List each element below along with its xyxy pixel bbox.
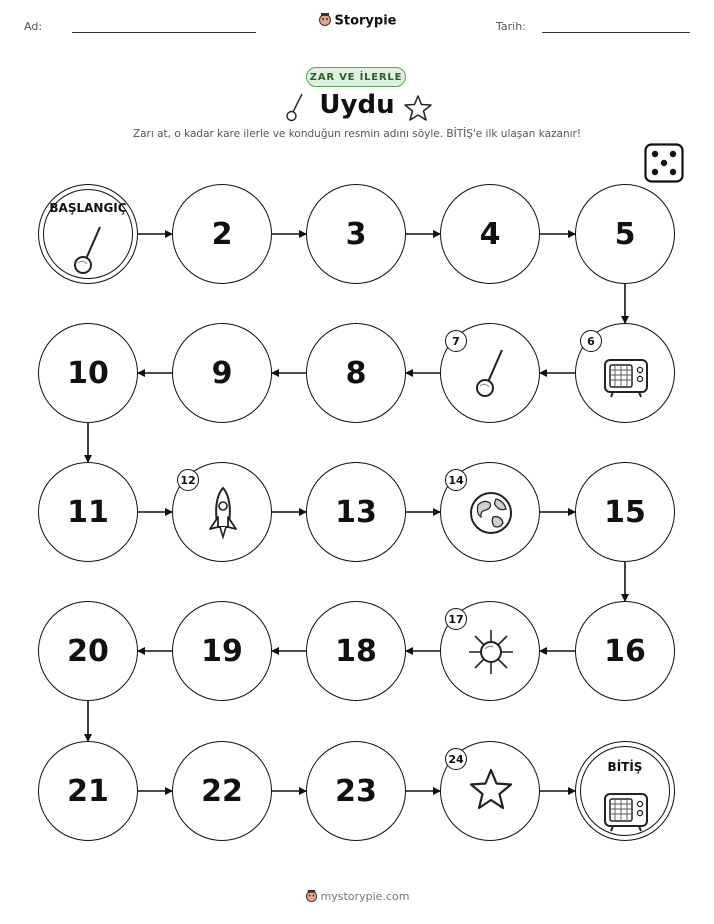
square-number: 10 [67, 355, 109, 391]
date-label: Tarih: [496, 20, 526, 33]
square-number: 18 [335, 633, 377, 669]
square-number-badge: 24 [445, 748, 467, 770]
board-square-9[interactable] [172, 323, 272, 423]
square-number: 22 [201, 773, 243, 809]
footer-site[interactable]: mystorypie.com [320, 890, 410, 903]
square-number: 5 [614, 216, 636, 252]
activity-badge: ZAR VE İLERLE [306, 67, 406, 87]
board-square-16[interactable] [575, 601, 675, 701]
satellite-icon [466, 624, 516, 680]
board-square-22[interactable] [172, 741, 272, 841]
board-square-18[interactable] [306, 601, 406, 701]
square-number: 3 [345, 216, 367, 252]
board-square-10[interactable] [38, 323, 138, 423]
square-number-badge: 14 [445, 469, 467, 491]
board-square-13[interactable] [306, 462, 406, 562]
square-number: 8 [345, 355, 367, 391]
board-square-15[interactable] [575, 462, 675, 562]
star-icon [466, 764, 516, 820]
square-number: 16 [604, 633, 646, 669]
square-number: 9 [211, 355, 233, 391]
storypie-logo-icon [305, 889, 318, 905]
page-title: Uydu [319, 90, 395, 120]
square-number: 2 [211, 216, 233, 252]
board-square-4[interactable] [440, 184, 540, 284]
square-number: 19 [201, 633, 243, 669]
square-number: 15 [604, 494, 646, 530]
footer [0, 889, 714, 905]
lollipop-icon [466, 346, 516, 402]
square-number: 20 [67, 633, 109, 669]
tv-icon [601, 346, 651, 402]
square-number-badge: 12 [177, 469, 199, 491]
square-number: 21 [67, 773, 109, 809]
board-square-5[interactable] [575, 184, 675, 284]
tv-icon [601, 780, 651, 836]
instructions: Zarı at, o kadar kare ilerle ve konduğun resmin adını söyle. BİTİŞ'e ilk ulaşan kazanır! [132, 128, 582, 140]
board-square-21[interactable] [38, 741, 138, 841]
square-number: 13 [335, 494, 377, 530]
rocket-icon [198, 485, 248, 541]
square-number-badge: 6 [580, 330, 602, 352]
square-number: 4 [479, 216, 501, 252]
square-number: 23 [335, 773, 377, 809]
board-square-11[interactable] [38, 462, 138, 562]
board-square-24[interactable] [440, 741, 540, 841]
finish-label: BİTİŞ [607, 760, 643, 774]
board-square-6[interactable] [575, 323, 675, 423]
square-number-badge: 17 [445, 608, 467, 630]
board-square-17[interactable] [440, 601, 540, 701]
finish-square[interactable] [575, 741, 675, 841]
earth-icon [466, 485, 516, 541]
board-square-14[interactable] [440, 462, 540, 562]
board-square-2[interactable] [172, 184, 272, 284]
square-number: 11 [67, 494, 109, 530]
board-square-19[interactable] [172, 601, 272, 701]
start-square[interactable] [38, 184, 138, 284]
lollipop-icon [64, 223, 114, 279]
board-square-7[interactable] [440, 323, 540, 423]
board-square-23[interactable] [306, 741, 406, 841]
board-square-20[interactable] [38, 601, 138, 701]
board-square-8[interactable] [306, 323, 406, 423]
board-square-12[interactable] [172, 462, 272, 562]
brand-name: Storypie [334, 13, 397, 29]
name-label: Ad: [24, 20, 43, 33]
square-number-badge: 7 [445, 330, 467, 352]
board-square-3[interactable] [306, 184, 406, 284]
start-label: BAŞLANGIÇ [49, 201, 127, 215]
